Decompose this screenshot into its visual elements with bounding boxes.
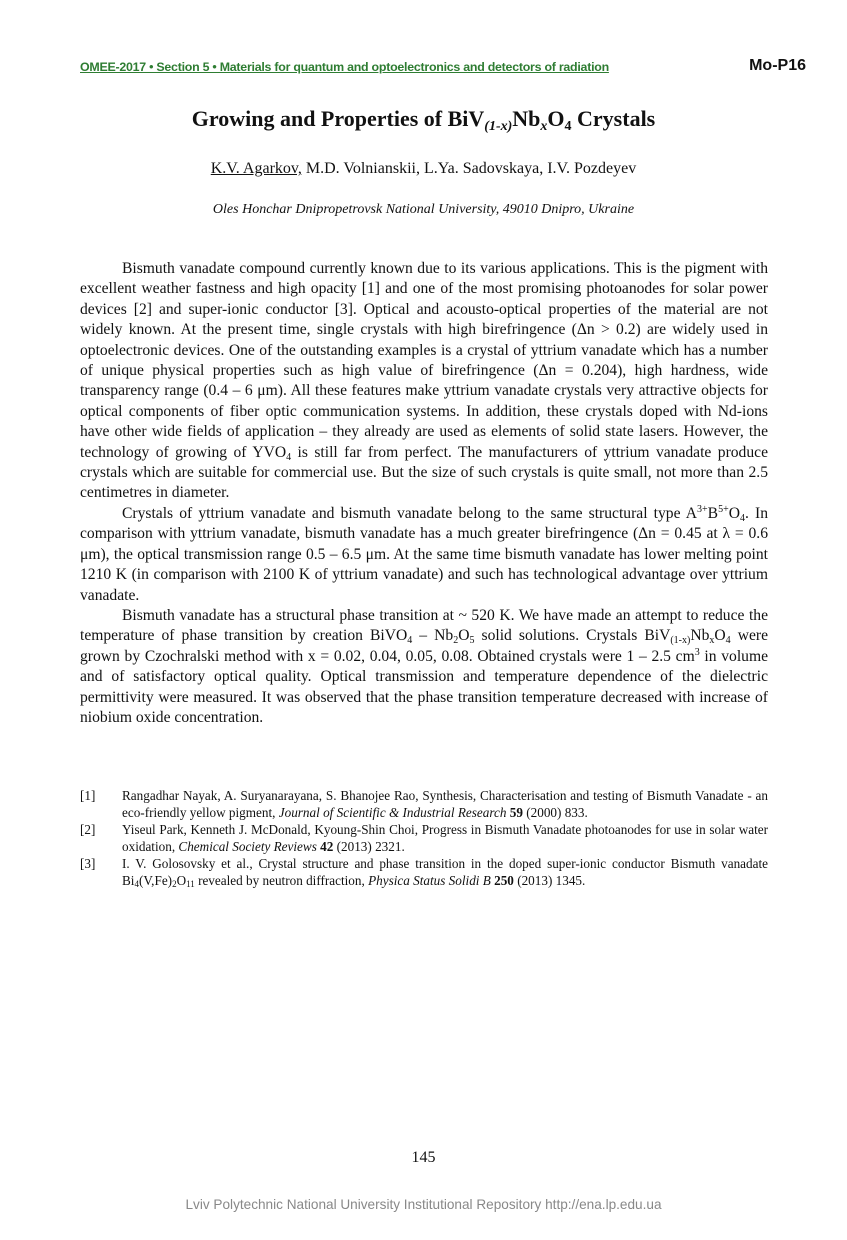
text: – Nb [412, 627, 454, 645]
reference-number: [2] [80, 822, 96, 837]
text: . In comparison with yttrium vanadate, bismuth vanadate has a much greater birefringence (Δn = 0.45 at λ = 0.6 μm), the optical transmission range 0.5 – 6.5 μm. At the same time bismuth vanadate has lower melting point 1210 K (in comparison with 2100 K of yttrium vanadate) and such has technological advantage over yttrium vanadate. [80, 504, 768, 604]
page-number: 145 [411, 1149, 436, 1166]
text: Crystals of yttrium vanadate and bismuth vanadate belong to the same structural type A [122, 504, 698, 522]
superscript: 3 [694, 646, 700, 658]
reference-text: Rangadhar Nayak, A. Suryanarayana, S. Bhanojee Rao, Synthesis, Characterisation and testing of Bismuth Vanadate - an eco-friendly yellow pigment, [122, 788, 768, 820]
reference-text: I. V. Golosovsky et al., Crystal structure and phase transition in the doped super-ionic conductor Bismuth vanadate Bi [122, 856, 768, 888]
text: solid solutions. Crystals BiV [474, 627, 671, 645]
journal-volume: 42 [316, 839, 334, 854]
superscript: 5+ [718, 503, 729, 515]
journal-name: Physica Status Solidi B [368, 873, 491, 888]
subscript: 4 [407, 635, 413, 647]
affiliation: Oles Honchar Dnipropetrovsk National University, 49010 Dnipro, Ukraine [212, 202, 635, 217]
author-list [0, 160, 847, 178]
paragraph-1 [80, 259, 768, 504]
running-header [80, 57, 806, 78]
title-subscript: x [540, 119, 548, 134]
title-subscript: 4 [564, 119, 572, 134]
subscript: 11 [186, 879, 195, 889]
text: Bismuth vanadate has a structural phase transition at ~ 520 K. We have made an attempt to reduce the temperature of phase transition by creation BiVO [80, 606, 768, 645]
reference-number: [3] [80, 856, 96, 871]
abstract-body [80, 259, 768, 728]
subscript: x [709, 635, 715, 647]
reference-text: (2013) 1345. [513, 873, 586, 888]
text: O [728, 504, 740, 522]
journal-volume: 250 [490, 873, 514, 888]
paragraph-3 [80, 606, 768, 728]
superscript: 3+ [697, 503, 708, 515]
text: Bismuth vanadate compound currently known due to its various applications. This is the pigment with excellent weather fastness and high opacity [1] and one of the most promising photoanodes for solar power devices [2] and super-ionic conductor [3]. Optical and acousto-optical properties of the material are not widely known. At the present time, single crystals with high birefringence (Δn > 0.2) are widely used in optoelectronic devices. One of the outstanding examples is a crystal of yttrium vanadate which has a number of unique physical properties such as high value of birefringence (Δn = 0.204), high hardness, wide transparency range (0.4 – 6 μm). All these features make yttrium vanadate crystals very attractive objects for optical components of fiber optic communication systems. In addition, these crystals doped with Nd-ions have other wide fields of application – they already are used as elements of solid state lasers. However, the technology of growing of YVO [80, 260, 768, 461]
journal-name: Chemical Society Reviews [178, 839, 317, 854]
reference-text: O [176, 873, 187, 888]
reference-list [80, 787, 768, 889]
text: B [707, 504, 719, 522]
title-text: O [547, 106, 565, 131]
subscript: 4 [739, 512, 745, 524]
subscript: 2 [453, 635, 459, 647]
reference-text: (2013) 2321. [333, 839, 405, 854]
reference-item [80, 787, 768, 821]
subscript: 4 [286, 451, 292, 463]
subscript: 4 [134, 879, 139, 889]
reference-number: [1] [80, 788, 96, 803]
subscript: 5 [469, 635, 475, 647]
title-subscript: (1-x) [484, 119, 513, 134]
text: O [458, 627, 470, 645]
text: in volume and of satisfactory optical quality. Optical transmission and temperature dependence of the dielectric permittivity were measured. It was observed that the phase transition temperature decreased with increase of niobium oxide concentration. [80, 647, 769, 726]
subscript: 4 [725, 635, 731, 647]
repository-footer: Lviv Polytechnic National University Institutional Repository http://ena.lp.edu.ua [185, 1197, 662, 1212]
presenting-author: K.V. Agarkov, [210, 160, 302, 177]
text: is still far from perfect. The manufacturers of yttrium vanadate produce crystals which are suitable for commercial use. But the size of such crystals is quite small, not more than 2.5 centimetres in diameter. [80, 443, 768, 502]
reference-item [80, 821, 768, 855]
text: were grown by Czochralski method with x = 0.02, 0.04, 0.05, 0.08. Obtained crystals were 1 – 2.5 cm [80, 627, 769, 665]
paper-title [0, 106, 847, 132]
title-text: Nb [512, 106, 541, 131]
reference-text: (2000) 833. [522, 805, 588, 820]
journal-volume: 59 [506, 805, 523, 820]
subscript: 2 [172, 879, 177, 889]
journal-name: Journal of Scientific & Industrial Research [278, 805, 507, 820]
reference-text: revealed by neutron diffraction, [194, 873, 369, 888]
reference-text: (V,Fe) [138, 873, 173, 888]
reference-text: Yiseul Park, Kenneth J. McDonald, Kyoung-Shin Choi, Progress in Bismuth Vanadate photoanodes for use in solar water oxidation, [122, 822, 768, 854]
co-authors: M.D. Volnianskii, L.Ya. Sadovskaya, I.V. Pozdeyev [301, 160, 637, 177]
text: Nb [690, 627, 710, 645]
text: O [714, 627, 726, 645]
paragraph-2 [80, 504, 768, 606]
reference-item [80, 855, 768, 889]
title-text: Growing and Properties of BiV [191, 106, 485, 131]
conference-section-header: OMEE-2017 • Section 5 • Materials for quantum and optoelectronics and detectors of radiation [80, 60, 609, 74]
title-text: Crystals [571, 106, 656, 131]
paper-code: Mo-P16 [749, 57, 806, 74]
subscript: (1-x) [670, 635, 691, 647]
